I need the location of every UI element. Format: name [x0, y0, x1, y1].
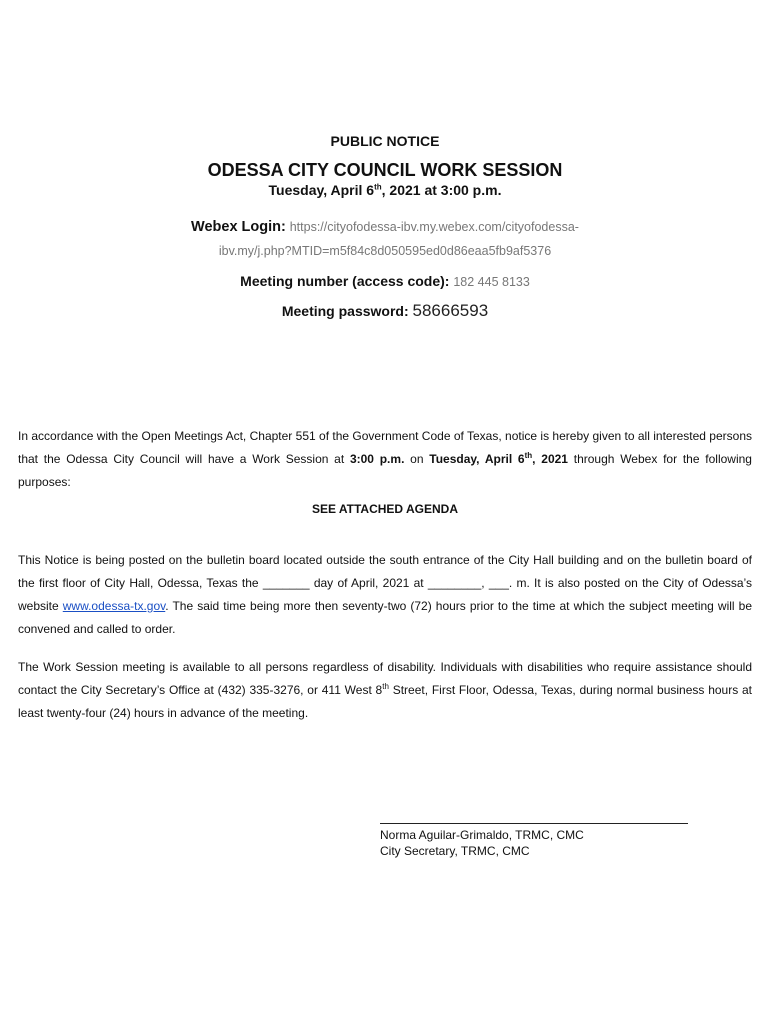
date-suffix: th — [374, 182, 382, 192]
para2-text-b: . The said time being more then seventy-two (72) hours prior to the time at which the subject meeting will be convened and called to order. — [18, 599, 752, 636]
webex-url-part2[interactable]: ibv.my/j.php?MTID=m5f84c8d050595ed0d86eaa5fb9af5376 — [218, 244, 552, 258]
para1-text-b: on — [404, 452, 430, 466]
meeting-password-label: Meeting password: — [281, 303, 409, 319]
para2-text-a: This Notice is being posted on the bulletin board located outside the south entrance of the City Hall building and on the bulletin board of the first floor of City Hall, Odessa, Texas the _______ day of April, 2021 at ________, ___. m. It is also posted on the City of Odessa’s website — [18, 553, 752, 613]
page-title: ODESSA CITY COUNCIL WORK SESSION — [207, 160, 563, 180]
date-time-text: , 2021 at 3:00 p.m. — [381, 182, 502, 198]
meeting-number-value: 182 445 8133 — [453, 275, 530, 289]
para1-date: Tuesday, April 6th, 2021 — [429, 451, 568, 466]
session-date — [0, 182, 770, 198]
para3-suffix: th — [382, 682, 389, 691]
notice-paragraph — [18, 425, 752, 494]
para3-text-a: The Work Session meeting is available to all persons regardless of disability. Individuals with disabilities who require assistance should contact the City Secretary’s Office at (432) 335-3276, or 411 West 8 — [18, 660, 752, 697]
signatory-title: City Secretary, TRMC, CMC — [380, 844, 530, 858]
webex-url-part1[interactable]: https://cityofodessa-ibv.my.webex.com/cityofodessa- — [289, 220, 579, 234]
city-website-link[interactable]: www.odessa-tx.gov — [62, 599, 166, 613]
public-notice-heading: PUBLIC NOTICE — [330, 133, 440, 149]
para1-time: 3:00 p.m. — [349, 452, 405, 466]
date-text: Tuesday, April 6 — [268, 182, 375, 198]
meeting-number — [0, 273, 770, 289]
webex-login-label: Webex Login: — [191, 219, 286, 235]
meeting-password-value: 58666593 — [412, 301, 489, 320]
meeting-number-label: Meeting number (access code): — [240, 273, 450, 289]
meeting-password — [0, 301, 770, 321]
webex-login — [0, 218, 770, 235]
signature-line — [380, 823, 688, 824]
agenda-heading: SEE ATTACHED AGENDA — [311, 502, 458, 516]
accessibility-paragraph — [18, 656, 752, 725]
posting-paragraph — [18, 549, 752, 641]
signatory-name: Norma Aguilar-Grimaldo, TRMC, CMC — [380, 828, 584, 842]
para1-text-c: through Webex for the following purposes: — [18, 452, 752, 489]
para1-text-a: In accordance with the Open Meetings Act, Chapter 551 of the Government Code of Texas, notice is hereby given to all interested persons that the Odessa City Council will have a Work Session at — [18, 429, 752, 466]
para3-text-b: Street, First Floor, Odessa, Texas, during normal business hours at least twenty-four (24) hours in advance of the meeting. — [18, 683, 752, 720]
